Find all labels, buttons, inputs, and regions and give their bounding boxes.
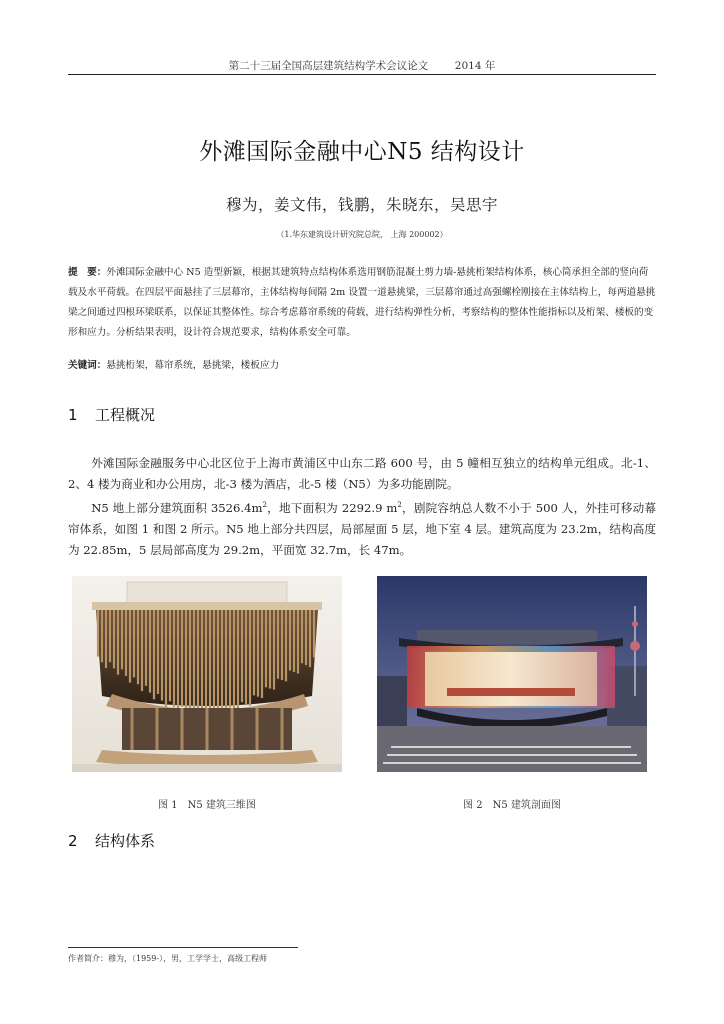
keywords-label: 关键词： <box>68 360 107 371</box>
header-rule <box>68 74 656 75</box>
footnote: 作者简介：穆为，（1959-），男，工学学士，高级工程师 <box>68 954 268 963</box>
paragraph-1: 外滩国际金融服务中心北区位于上海市黄浦区中山东二路 600 号，由 5 幢相互独立的结构单元组成。北-1、2、4 楼为商业和办公用房，北-3 楼为酒店，北-5 楼（N5）为多功能剧院。 <box>68 456 656 491</box>
figure-1-caption: 图 1 N5 建筑三维图 <box>158 800 256 811</box>
section-title: 工程概况 <box>95 406 156 424</box>
section-number: 1 <box>68 406 78 424</box>
affiliation: （1.华东建筑设计研究院总院， 上海 200002） <box>276 230 448 239</box>
section-title: 结构体系 <box>95 832 156 850</box>
section-number: 2 <box>68 832 78 850</box>
figure-2-caption: 图 2 N5 建筑剖面图 <box>463 800 561 811</box>
author-list: 穆为，姜文伟，钱鹏，朱晓东，吴思宇 <box>225 196 498 214</box>
abstract-text: 外滩国际金融中心 N5 造型新颖，根据其建筑特点结构体系选用钢筋混凝土剪力墙-悬挑桁架结构体系，核心筒承担全部的竖向荷载及水平荷载。在四层平面悬挂了三层幕帘，主体结构每间隔 2m 设置一道悬挑梁，三层幕帘通过高强螺栓刚接在主体结构上，每两道悬挑梁之间通过四根环梁联系，以保证其整体性。综合考虑幕帘系统的荷载，进行结构弹性分析，考察结构的整体性能指标以及桁架、楼板的变形和应力。分析结果表明，设计符合规范要求，结构体系安全可靠。 <box>68 267 656 338</box>
paragraph-2: N5 地上部分建筑面积 $3526.4m^2$，地下面积为 2292.9 $m^2$，剧院容纳总人数不小于 500 人，外挂可移动幕帘体系，如图 1 和图 2 所示。N5 地上部分共四层，局部屋面 5 层，地下室 4 层。建筑高度为 23.2m，结构高度为 22.85m，5 层局部高度为 29.2m，平面宽 32.7m，长 47m。 <box>68 500 656 557</box>
abstract-label: 提 要： <box>68 267 107 278</box>
footnote-rule <box>68 947 298 948</box>
abstract <box>68 263 656 343</box>
figure-1-image <box>72 576 342 772</box>
paper-title: 外滩国际金融中心N5 结构设计 <box>199 139 525 165</box>
figure-2-image <box>377 576 647 772</box>
body-text <box>68 453 656 561</box>
keywords <box>68 357 656 371</box>
section-heading-1 <box>68 404 155 425</box>
keywords-text: 悬挑桁架，幕帘系统，悬挑梁，楼板应力 <box>106 360 280 371</box>
section-heading-2 <box>68 830 155 851</box>
running-header: 第二十三届全国高层建筑结构学术会议论文 2014 年 <box>228 60 496 72</box>
